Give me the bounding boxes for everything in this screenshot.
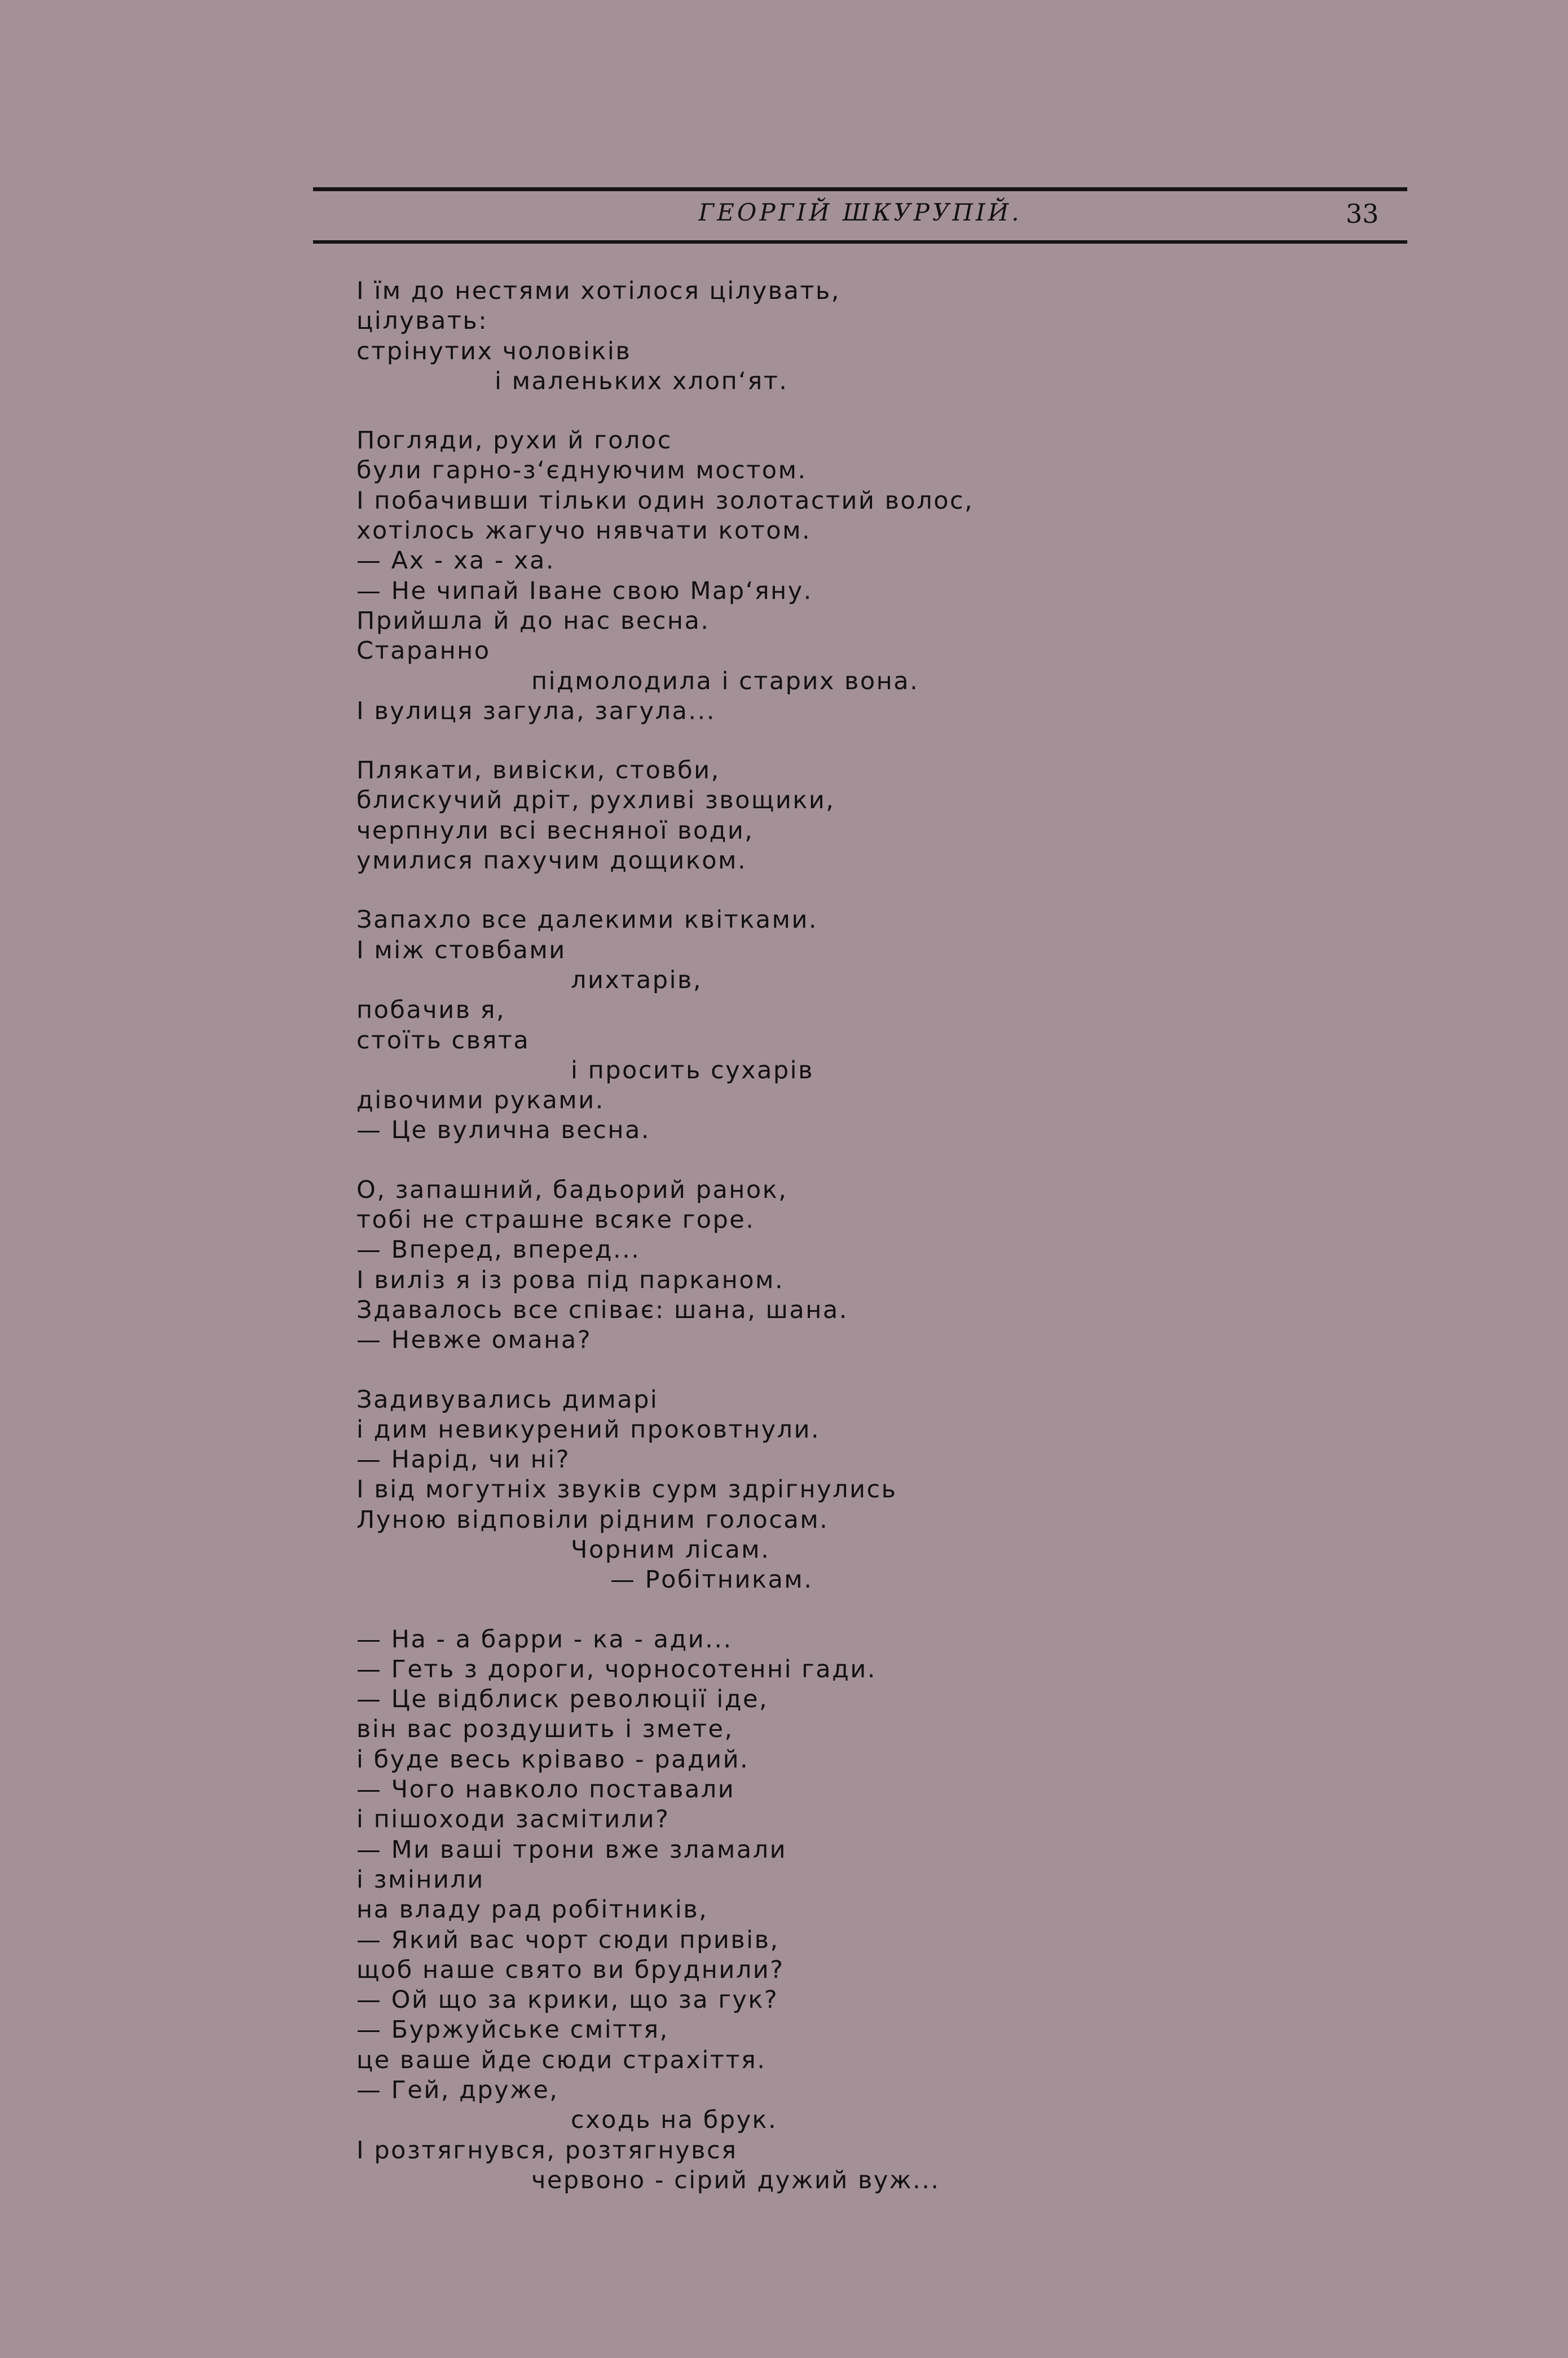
poem-line: стоїть свята [356, 1026, 530, 1055]
poem-line: — Гей, друже, [356, 2076, 559, 2105]
poem-line: — Це вулична весна. [356, 1116, 651, 1145]
poem-line: І розтягнувся, розтягнувся [356, 2136, 738, 2165]
poem-line: умилися пахучим дощиком. [356, 847, 747, 875]
poem-line: — Чого навколо поставали [356, 1775, 735, 1804]
header-top-rule [313, 187, 1407, 191]
poem-line: — Робітникам. [610, 1566, 813, 1594]
poem-line: — Який вас чорт сюди привів, [356, 1925, 779, 1954]
poem-line: і дим невикурений проковтнули. [356, 1415, 821, 1444]
poem-line: — Ой що за крики, що за гук? [356, 1986, 779, 2015]
poem-line: І вулиця загула, загула... [356, 697, 716, 725]
poem-line: І побачивши тільки один золотастий волос, [356, 486, 974, 515]
poem-line: І між стовбами [356, 936, 566, 964]
poem-line: тобі не страшне всяке горе. [356, 1206, 755, 1235]
page-number: 33 [1346, 199, 1379, 229]
poem-line: І їм до нестями хотілося цілувать, [356, 277, 840, 305]
stanza-break [356, 726, 1394, 756]
poem-body [356, 276, 1394, 2196]
stanza-break [356, 396, 1394, 426]
header-bottom-rule [313, 240, 1407, 244]
poem-line: — Геть з дороги, чорносотенні гади. [356, 1655, 877, 1683]
poem-line: — Це відблиск революції іде, [356, 1685, 769, 1714]
stanza-break [356, 1595, 1394, 1625]
poem-line: і змінили [356, 1865, 485, 1894]
poem-line: Запахло все далекими квітками. [356, 906, 818, 935]
poem-line: — Вперед, вперед... [356, 1236, 641, 1264]
stanza-break [356, 876, 1394, 905]
poem-line: цілувать: [356, 307, 488, 336]
poem-line: підмолодила і старих вона. [531, 667, 919, 695]
poem-line: дівочими руками. [356, 1086, 605, 1115]
poem-line: стрінутих чоловіків [356, 337, 632, 365]
poem-line: хотілось жагучо нявчати котом. [356, 517, 812, 545]
poem-line: Прийшла й до нас весна. [356, 606, 710, 635]
poem-line: це ваше йде сюди страхіття. [356, 2046, 767, 2074]
poem-line: і пішоходи засмітили? [356, 1805, 670, 1834]
poem-line: сходь на брук. [571, 2106, 778, 2135]
poem-line: щоб наше свято ви бруднили? [356, 1955, 785, 1984]
poem-line: — Ми ваші трони вже зламали [356, 1835, 787, 1864]
poem-line: — Не чипай Іване свою Мар‘яну. [356, 576, 813, 605]
poem-line: Здавалось все співає: шана, шана. [356, 1295, 848, 1324]
poem-line: черпнули всі весняної води, [356, 816, 754, 845]
poem-line: він вас роздушить і змете, [356, 1715, 734, 1744]
poem-line: і маленьких хлоп‘ят. [495, 367, 789, 395]
poem-line: Плякати, вивіски, стовби, [356, 756, 720, 785]
poem-line: — Ах - ха - ха. [356, 546, 556, 575]
poem-line: Чорним лісам. [571, 1535, 770, 1564]
poem-line: і просить сухарів [571, 1056, 814, 1085]
poem-line: були гарно-з‘єднуючим мостом. [356, 456, 807, 485]
poem-line: лихтарів, [571, 966, 703, 994]
poem-line: Луною відповіли рідним голосам. [356, 1505, 829, 1534]
poem-line: Задивувались димарі [356, 1385, 659, 1414]
stanza-break [356, 1356, 1394, 1385]
poem-line: — Нарід, чи ні? [356, 1445, 571, 1474]
poem-line: — На - а барри - ка - ади... [356, 1625, 733, 1654]
running-title: ГЕОРГІЙ ШКУРУПІЙ. [698, 199, 1022, 226]
poem-line: Погляди, рухи й голос [356, 426, 672, 455]
poem-line: Старанно [356, 637, 491, 665]
poem-line: і буде весь кріваво - радий. [356, 1745, 750, 1774]
poem-line: побачив я, [356, 996, 506, 1025]
poem-line: — Буржуйське сміття, [356, 2016, 669, 2044]
stanza-break [356, 1146, 1394, 1175]
poem-line: блискучий дріт, рухливі звощики, [356, 786, 835, 815]
poem-line: на владу рад робітників, [356, 1896, 708, 1924]
poem-line: І виліз я із рова під парканом. [356, 1266, 785, 1294]
poem-line: — Невже омана? [356, 1326, 592, 1355]
poem-line: О, запашний, бадьорий ранок, [356, 1175, 788, 1204]
poem-line: І від могутніх звуків сурм здрігнулись [356, 1475, 897, 1504]
poem-line: червоно - сірий дужий вуж... [531, 2166, 940, 2194]
